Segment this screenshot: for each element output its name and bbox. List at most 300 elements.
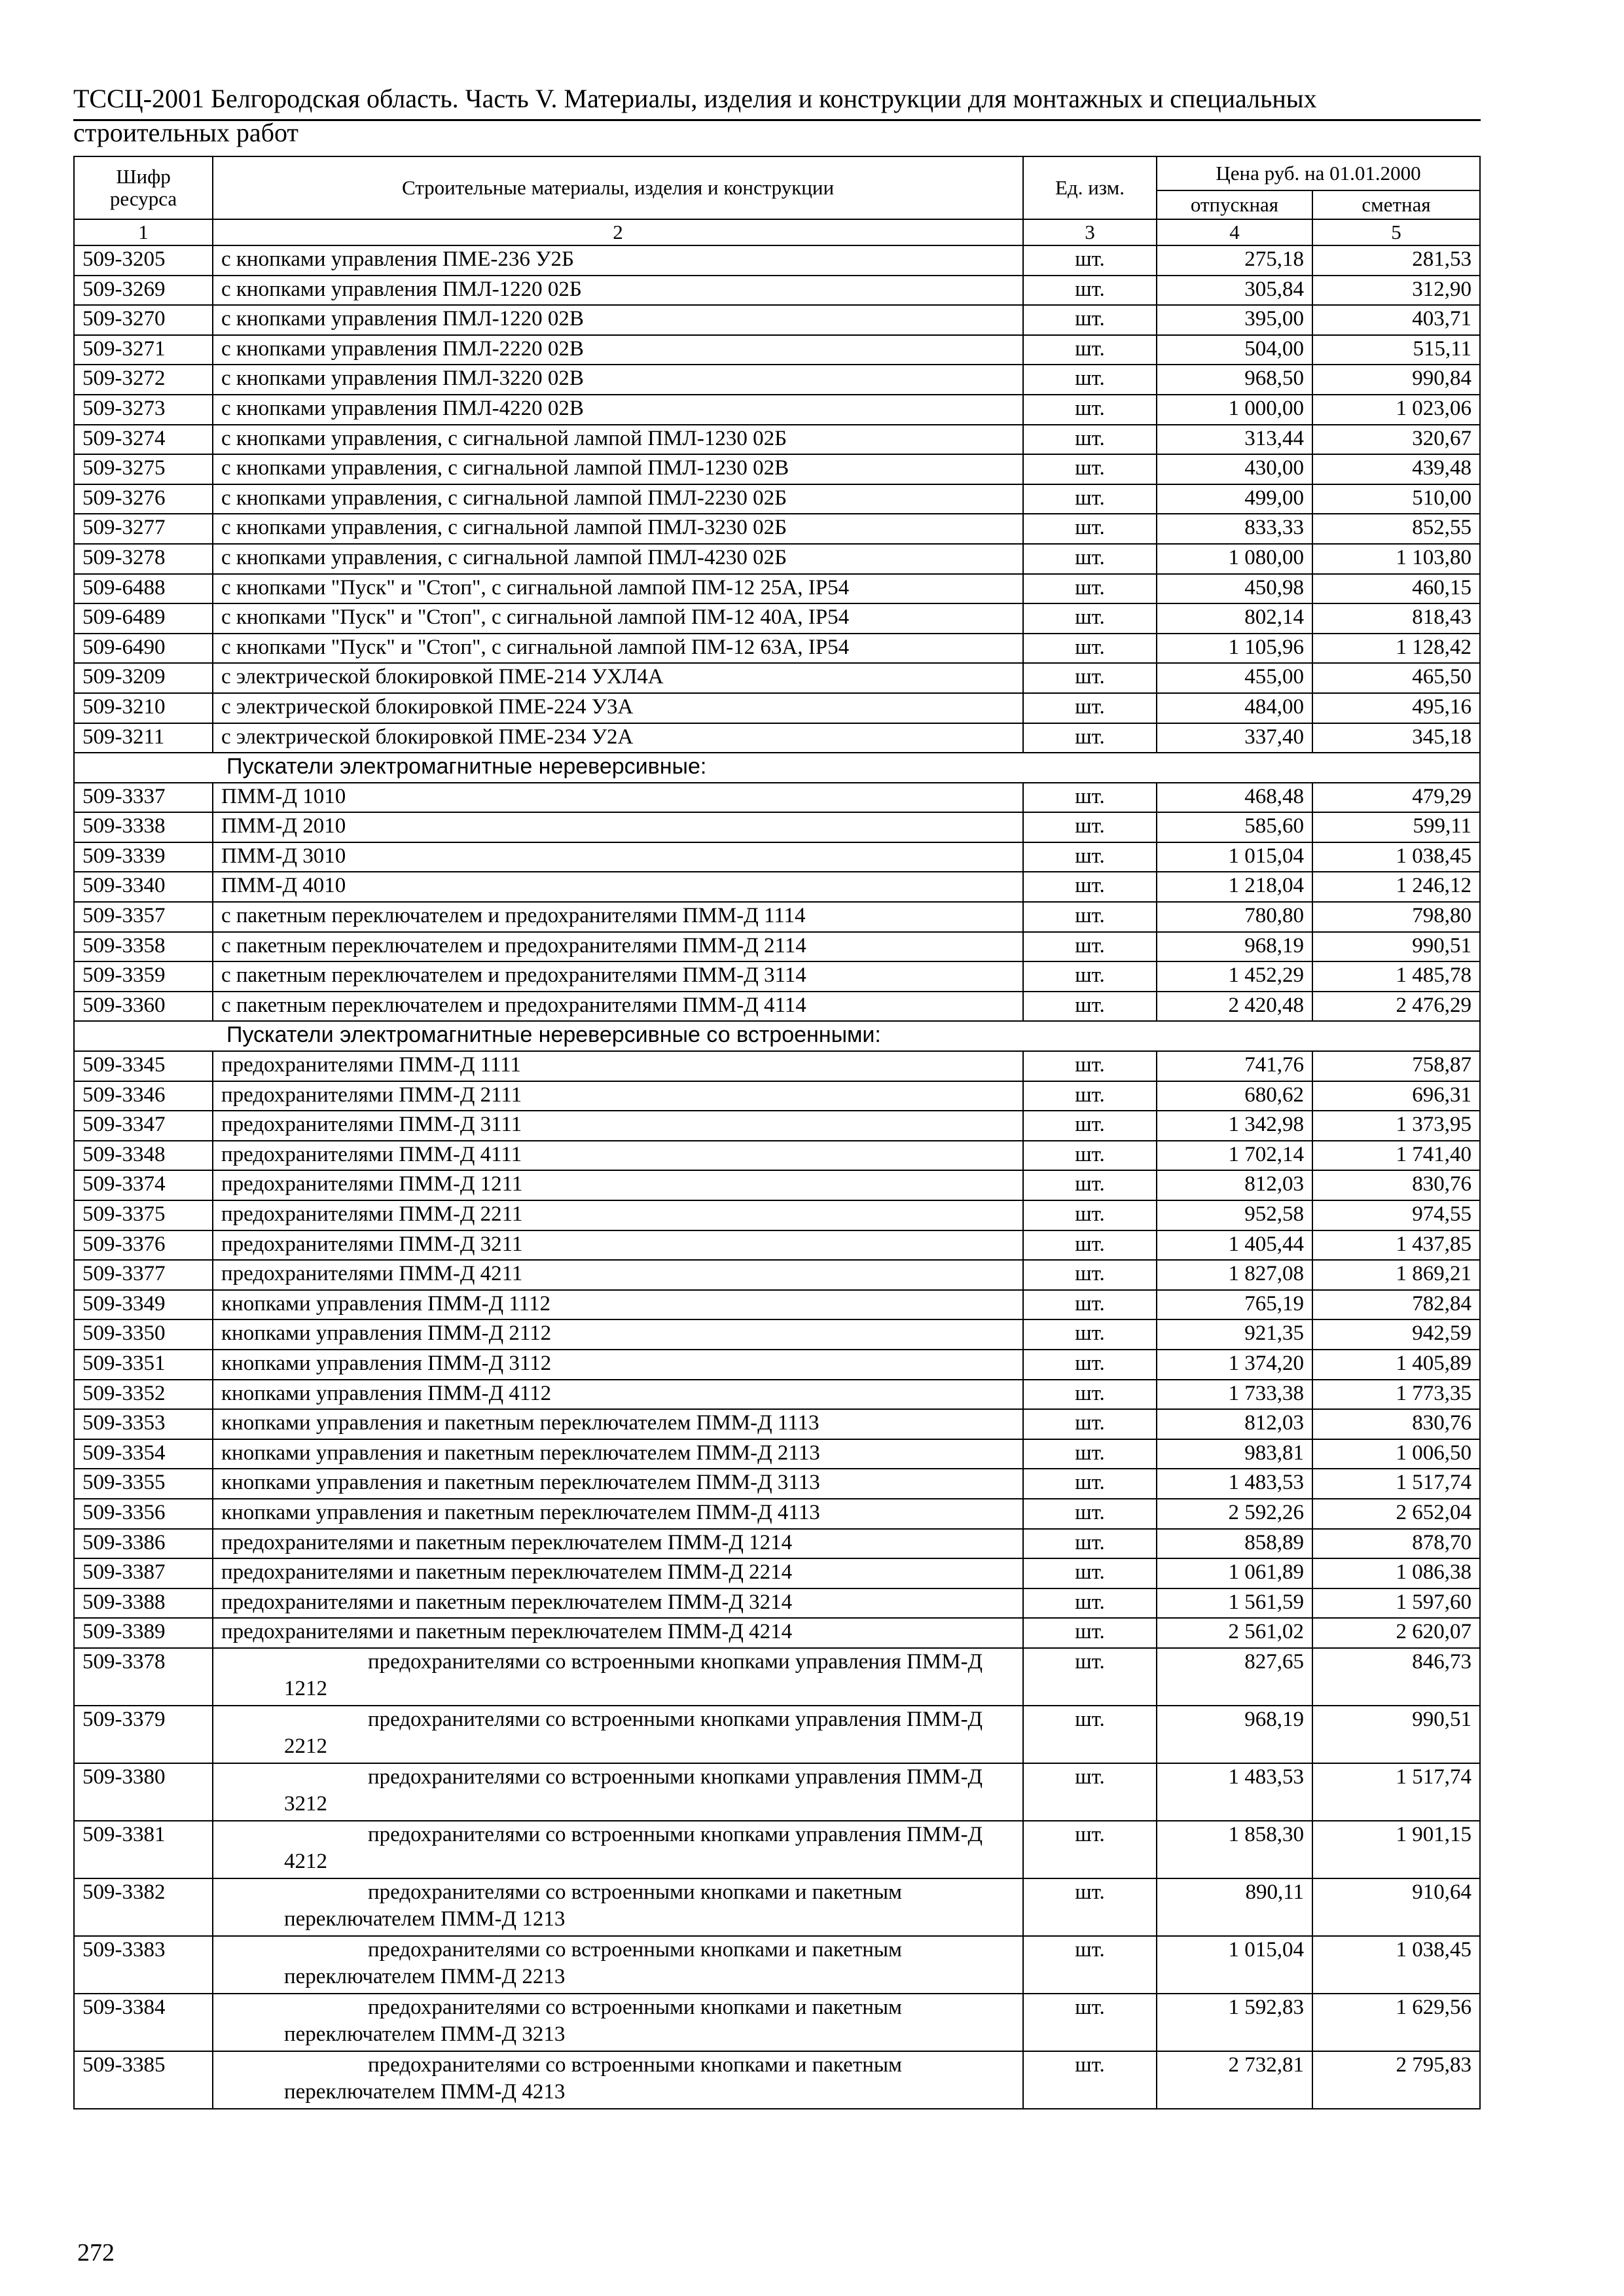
cell-unit: шт. xyxy=(1023,365,1157,395)
cell-price-est: 1 086,38 xyxy=(1312,1558,1480,1588)
col-header-price-est: сметная xyxy=(1312,190,1480,219)
cell-price-sale: 765,19 xyxy=(1157,1290,1312,1320)
table-row xyxy=(74,1648,1480,1706)
cell-unit: шт. xyxy=(1023,1409,1157,1439)
table-row xyxy=(74,1588,1480,1619)
cell-unit: шт. xyxy=(1023,1588,1157,1619)
cell-name xyxy=(213,1821,1023,1878)
cell-price-sale: 1 080,00 xyxy=(1157,544,1312,574)
table-row xyxy=(74,603,1480,634)
cell-price-est: 1 517,74 xyxy=(1312,1763,1480,1821)
cell-unit: шт. xyxy=(1023,1380,1157,1410)
col-header-price-sale: отпускная xyxy=(1157,190,1312,219)
cell-name: кнопками управления и пакетным переключателем ПММ-Д 2113 xyxy=(213,1439,1023,1469)
cell-price-est: 1 517,74 xyxy=(1312,1469,1480,1499)
cell-name: кнопками управления ПММ-Д 3112 xyxy=(213,1350,1023,1380)
cell-price-est: 1 405,89 xyxy=(1312,1350,1480,1380)
cell-price-sale: 780,80 xyxy=(1157,902,1312,932)
cell-price-est: 1 901,15 xyxy=(1312,1821,1480,1878)
cell-unit: шт. xyxy=(1023,634,1157,664)
cell-name: с кнопками управления ПМЛ-2220 02В xyxy=(213,335,1023,365)
cell-unit: шт. xyxy=(1023,603,1157,634)
cell-code: 509-3355 xyxy=(74,1469,213,1499)
cell-name xyxy=(213,1936,1023,1994)
cell-price-sale: 2 561,02 xyxy=(1157,1618,1312,1648)
cell-name: с кнопками управления, с сигнальной лампой ПМЛ-1230 02В xyxy=(213,454,1023,484)
cell-unit: шт. xyxy=(1023,1878,1157,1936)
cell-price-sale: 1 374,20 xyxy=(1157,1350,1312,1380)
cell-unit: шт. xyxy=(1023,693,1157,723)
cell-name: с кнопками "Пуск" и "Стоп", с сигнальной лампой ПМ-12 63А, IP54 xyxy=(213,634,1023,664)
table-row xyxy=(74,335,1480,365)
cell-price-est: 2 652,04 xyxy=(1312,1499,1480,1529)
cell-unit: шт. xyxy=(1023,1260,1157,1290)
table-row xyxy=(74,783,1480,813)
table-row xyxy=(74,842,1480,872)
table-row xyxy=(74,484,1480,514)
cell-price-sale: 2 732,81 xyxy=(1157,2051,1312,2109)
cell-price-sale: 504,00 xyxy=(1157,335,1312,365)
table-row xyxy=(74,634,1480,664)
cell-unit: шт. xyxy=(1023,1290,1157,1320)
cell-price-est: 782,84 xyxy=(1312,1290,1480,1320)
cell-price-sale: 1 592,83 xyxy=(1157,1994,1312,2051)
cell-price-sale: 585,60 xyxy=(1157,812,1312,842)
cell-name: с пакетным переключателем и предохранителями ПММ-Д 2114 xyxy=(213,932,1023,962)
cell-code: 509-3273 xyxy=(74,395,213,425)
table-row xyxy=(74,425,1480,455)
cell-code: 509-3360 xyxy=(74,992,213,1022)
cell-price-sale: 680,62 xyxy=(1157,1081,1312,1111)
table-row xyxy=(74,1350,1480,1380)
cell-name-line1: предохранителями со встроенными кнопками и пакетным xyxy=(368,1880,902,1904)
cell-name: ПММ-Д 1010 xyxy=(213,783,1023,813)
cell-name: с пакетным переключателем и предохранителями ПММ-Д 3114 xyxy=(213,961,1023,992)
table-row xyxy=(74,932,1480,962)
cell-code: 509-3387 xyxy=(74,1558,213,1588)
cell-unit: шт. xyxy=(1023,335,1157,365)
cell-name: предохранителями и пакетным переключателем ПММ-Д 2214 xyxy=(213,1558,1023,1588)
table-row xyxy=(74,1469,1480,1499)
cell-code: 509-3348 xyxy=(74,1141,213,1171)
cell-name: с кнопками управления, с сигнальной лампой ПМЛ-3230 02Б xyxy=(213,514,1023,544)
cell-unit: шт. xyxy=(1023,1350,1157,1380)
cell-name: с электрической блокировкой ПМЕ-234 У2А xyxy=(213,723,1023,753)
cell-name xyxy=(213,1994,1023,2051)
cell-unit: шт. xyxy=(1023,544,1157,574)
table-row xyxy=(74,454,1480,484)
table-row xyxy=(74,723,1480,753)
cell-unit: шт. xyxy=(1023,1558,1157,1588)
cell-price-sale: 802,14 xyxy=(1157,603,1312,634)
cell-name xyxy=(213,1648,1023,1706)
cell-code: 509-3357 xyxy=(74,902,213,932)
cell-price-sale: 1 858,30 xyxy=(1157,1821,1312,1878)
cell-price-est: 910,64 xyxy=(1312,1878,1480,1936)
cell-price-est: 990,51 xyxy=(1312,1706,1480,1763)
cell-price-sale: 952,58 xyxy=(1157,1200,1312,1230)
table-row xyxy=(74,1260,1480,1290)
cell-unit: шт. xyxy=(1023,1170,1157,1200)
section-heading: Пускатели электромагнитные нереверсивные со встроенными: xyxy=(74,1021,1480,1051)
cell-name: предохранителями и пакетным переключателем ПММ-Д 1214 xyxy=(213,1529,1023,1559)
table-row xyxy=(74,1170,1480,1200)
cell-code: 509-3338 xyxy=(74,812,213,842)
cell-code: 509-3352 xyxy=(74,1380,213,1410)
cell-unit: шт. xyxy=(1023,872,1157,902)
header-title-line1: ТССЦ-2001 Белгородская область. Часть V. Материалы, изделия и конструкции для монтажных и специальных xyxy=(73,84,1317,113)
cell-name: с кнопками управления ПМЛ-1220 02Б xyxy=(213,276,1023,306)
cell-name: с кнопками управления ПМЕ-236 У2Б xyxy=(213,245,1023,276)
table-row xyxy=(74,1290,1480,1320)
cell-code: 509-3378 xyxy=(74,1648,213,1706)
col-number-5: 5 xyxy=(1312,219,1480,245)
cell-code: 509-3385 xyxy=(74,2051,213,2109)
cell-unit: шт. xyxy=(1023,395,1157,425)
cell-price-sale: 2 420,48 xyxy=(1157,992,1312,1022)
page-header xyxy=(73,84,1481,147)
table-row xyxy=(74,1821,1480,1878)
table-row xyxy=(74,574,1480,604)
cell-price-sale: 921,35 xyxy=(1157,1319,1312,1350)
cell-price-est: 320,67 xyxy=(1312,425,1480,455)
cell-price-est: 1 246,12 xyxy=(1312,872,1480,902)
cell-code: 509-3272 xyxy=(74,365,213,395)
table-row xyxy=(74,395,1480,425)
table-row xyxy=(74,902,1480,932)
cell-unit: шт. xyxy=(1023,1936,1157,1994)
cell-name-line2: 2212 xyxy=(284,1734,327,1758)
cell-price-sale: 1 015,04 xyxy=(1157,842,1312,872)
cell-price-est: 1 869,21 xyxy=(1312,1260,1480,1290)
cell-price-sale: 968,19 xyxy=(1157,1706,1312,1763)
cell-code: 509-3382 xyxy=(74,1878,213,1936)
cell-name: предохранителями ПММ-Д 4211 xyxy=(213,1260,1023,1290)
cell-code: 509-3210 xyxy=(74,693,213,723)
cell-price-sale: 983,81 xyxy=(1157,1439,1312,1469)
table-row xyxy=(74,544,1480,574)
cell-price-est: 696,31 xyxy=(1312,1081,1480,1111)
cell-unit: шт. xyxy=(1023,1529,1157,1559)
cell-price-sale: 1 452,29 xyxy=(1157,961,1312,992)
cell-price-est: 1 437,85 xyxy=(1312,1230,1480,1261)
cell-name-line2: переключателем ПММ-Д 2213 xyxy=(284,1964,566,1988)
cell-name: с кнопками управления ПМЛ-3220 02В xyxy=(213,365,1023,395)
cell-unit: шт. xyxy=(1023,1200,1157,1230)
cell-name: предохранителями и пакетным переключателем ПММ-Д 3214 xyxy=(213,1588,1023,1619)
cell-name: кнопками управления и пакетным переключателем ПММ-Д 1113 xyxy=(213,1409,1023,1439)
cell-name-line1: предохранителями со встроенными кнопками и пакетным xyxy=(368,2053,902,2077)
price-table xyxy=(73,156,1481,2109)
cell-name: предохранителями ПММ-Д 3111 xyxy=(213,1111,1023,1141)
table-row xyxy=(74,961,1480,992)
cell-code: 509-3388 xyxy=(74,1588,213,1619)
table-row xyxy=(74,1878,1480,1936)
cell-code: 509-3349 xyxy=(74,1290,213,1320)
cell-code: 509-3211 xyxy=(74,723,213,753)
cell-name-line2: 4212 xyxy=(284,1849,327,1873)
table-row xyxy=(74,1618,1480,1648)
cell-name: предохранителями ПММ-Д 2211 xyxy=(213,1200,1023,1230)
col-number-3: 3 xyxy=(1023,219,1157,245)
cell-price-est: 852,55 xyxy=(1312,514,1480,544)
cell-price-sale: 1 405,44 xyxy=(1157,1230,1312,1261)
cell-code: 509-3356 xyxy=(74,1499,213,1529)
cell-price-est: 460,15 xyxy=(1312,574,1480,604)
cell-price-sale: 741,76 xyxy=(1157,1051,1312,1081)
cell-price-sale: 1 733,38 xyxy=(1157,1380,1312,1410)
cell-unit: шт. xyxy=(1023,663,1157,693)
cell-unit: шт. xyxy=(1023,1821,1157,1878)
cell-price-est: 1 597,60 xyxy=(1312,1588,1480,1619)
cell-price-est: 2 795,83 xyxy=(1312,2051,1480,2109)
table-header xyxy=(74,156,1480,245)
cell-code: 509-3351 xyxy=(74,1350,213,1380)
table-body xyxy=(74,245,1480,2109)
cell-price-sale: 430,00 xyxy=(1157,454,1312,484)
cell-code: 509-3376 xyxy=(74,1230,213,1261)
cell-name-line2: переключателем ПММ-Д 1213 xyxy=(284,1907,566,1931)
cell-code: 509-3358 xyxy=(74,932,213,962)
table-row xyxy=(74,1706,1480,1763)
cell-price-est: 830,76 xyxy=(1312,1170,1480,1200)
cell-code: 509-3274 xyxy=(74,425,213,455)
cell-price-sale: 2 592,26 xyxy=(1157,1499,1312,1529)
cell-unit: шт. xyxy=(1023,783,1157,813)
cell-price-sale: 275,18 xyxy=(1157,245,1312,276)
cell-price-sale: 890,11 xyxy=(1157,1878,1312,1936)
cell-code: 509-3346 xyxy=(74,1081,213,1111)
cell-name: с кнопками "Пуск" и "Стоп", с сигнальной лампой ПМ-12 25А, IP54 xyxy=(213,574,1023,604)
cell-unit: шт. xyxy=(1023,1706,1157,1763)
col-header-name: Строительные материалы, изделия и конструкции xyxy=(213,156,1023,219)
cell-price-sale: 468,48 xyxy=(1157,783,1312,813)
cell-code: 509-6490 xyxy=(74,634,213,664)
cell-name xyxy=(213,2051,1023,2109)
cell-code: 509-3359 xyxy=(74,961,213,992)
cell-code: 509-3375 xyxy=(74,1200,213,1230)
col-number-4: 4 xyxy=(1157,219,1312,245)
table-row xyxy=(74,1081,1480,1111)
cell-unit: шт. xyxy=(1023,276,1157,306)
section-heading-row xyxy=(74,753,1480,783)
cell-name-line1: предохранителями со встроенными кнопками управления ПММ-Д xyxy=(368,1765,983,1789)
cell-name: предохранителями ПММ-Д 4111 xyxy=(213,1141,1023,1171)
cell-unit: шт. xyxy=(1023,1439,1157,1469)
cell-unit: шт. xyxy=(1023,1319,1157,1350)
cell-price-sale: 1 483,53 xyxy=(1157,1763,1312,1821)
cell-price-est: 1 023,06 xyxy=(1312,395,1480,425)
cell-code: 509-3337 xyxy=(74,783,213,813)
cell-unit: шт. xyxy=(1023,1648,1157,1706)
cell-code: 509-3383 xyxy=(74,1936,213,1994)
table-row xyxy=(74,812,1480,842)
cell-price-est: 403,71 xyxy=(1312,305,1480,335)
cell-name-line1: предохранителями со встроенными кнопками управления ПММ-Д xyxy=(368,1707,983,1731)
table-row xyxy=(74,1230,1480,1261)
cell-code: 509-3374 xyxy=(74,1170,213,1200)
cell-code: 509-3350 xyxy=(74,1319,213,1350)
cell-price-est: 312,90 xyxy=(1312,276,1480,306)
cell-unit: шт. xyxy=(1023,1141,1157,1171)
cell-price-sale: 1 702,14 xyxy=(1157,1141,1312,1171)
cell-code: 509-3340 xyxy=(74,872,213,902)
cell-name: с кнопками управления, с сигнальной лампой ПМЛ-1230 02Б xyxy=(213,425,1023,455)
cell-price-est: 878,70 xyxy=(1312,1529,1480,1559)
cell-name: с кнопками управления, с сигнальной лампой ПМЛ-4230 02Б xyxy=(213,544,1023,574)
cell-price-est: 990,51 xyxy=(1312,932,1480,962)
cell-unit: шт. xyxy=(1023,1618,1157,1648)
cell-price-est: 2 476,29 xyxy=(1312,992,1480,1022)
cell-price-est: 345,18 xyxy=(1312,723,1480,753)
cell-price-sale: 858,89 xyxy=(1157,1529,1312,1559)
cell-price-sale: 1 000,00 xyxy=(1157,395,1312,425)
cell-name-line2: переключателем ПММ-Д 3213 xyxy=(284,2022,566,2046)
cell-price-sale: 313,44 xyxy=(1157,425,1312,455)
cell-name: ПММ-Д 4010 xyxy=(213,872,1023,902)
cell-code: 509-3209 xyxy=(74,663,213,693)
cell-name: с пакетным переключателем и предохранителями ПММ-Д 4114 xyxy=(213,992,1023,1022)
cell-name: кнопками управления ПММ-Д 2112 xyxy=(213,1319,1023,1350)
cell-name: кнопками управления ПММ-Д 4112 xyxy=(213,1380,1023,1410)
cell-unit: шт. xyxy=(1023,723,1157,753)
table-row xyxy=(74,1200,1480,1230)
cell-price-est: 1 038,45 xyxy=(1312,842,1480,872)
table-row xyxy=(74,514,1480,544)
cell-price-est: 479,29 xyxy=(1312,783,1480,813)
cell-price-sale: 968,50 xyxy=(1157,365,1312,395)
cell-price-est: 818,43 xyxy=(1312,603,1480,634)
table-row xyxy=(74,1380,1480,1410)
table-row xyxy=(74,1141,1480,1171)
cell-price-sale: 1 483,53 xyxy=(1157,1469,1312,1499)
cell-price-est: 798,80 xyxy=(1312,902,1480,932)
cell-name xyxy=(213,1763,1023,1821)
cell-price-est: 974,55 xyxy=(1312,1200,1480,1230)
cell-name: ПММ-Д 2010 xyxy=(213,812,1023,842)
cell-name: предохранителями ПММ-Д 1111 xyxy=(213,1051,1023,1081)
cell-price-sale: 1 061,89 xyxy=(1157,1558,1312,1588)
cell-code: 509-3384 xyxy=(74,1994,213,2051)
cell-price-est: 1 103,80 xyxy=(1312,544,1480,574)
cell-price-sale: 968,19 xyxy=(1157,932,1312,962)
cell-price-sale: 1 105,96 xyxy=(1157,634,1312,664)
cell-code: 509-3389 xyxy=(74,1618,213,1648)
table-row xyxy=(74,1763,1480,1821)
cell-price-sale: 812,03 xyxy=(1157,1170,1312,1200)
cell-unit: шт. xyxy=(1023,992,1157,1022)
cell-price-est: 830,76 xyxy=(1312,1409,1480,1439)
cell-price-sale: 455,00 xyxy=(1157,663,1312,693)
cell-unit: шт. xyxy=(1023,245,1157,276)
table-row xyxy=(74,872,1480,902)
cell-unit: шт. xyxy=(1023,454,1157,484)
cell-name: кнопками управления ПММ-Д 1112 xyxy=(213,1290,1023,1320)
table-row xyxy=(74,2051,1480,2109)
col-header-code: Шифр ресурса xyxy=(74,156,213,219)
cell-name: предохранителями ПММ-Д 1211 xyxy=(213,1170,1023,1200)
cell-code: 509-6488 xyxy=(74,574,213,604)
cell-price-est: 465,50 xyxy=(1312,663,1480,693)
header-title-line2: строительных работ xyxy=(73,118,298,147)
cell-price-est: 515,11 xyxy=(1312,335,1480,365)
cell-price-sale: 337,40 xyxy=(1157,723,1312,753)
cell-code: 509-3271 xyxy=(74,335,213,365)
cell-name: с электрической блокировкой ПМЕ-224 У3А xyxy=(213,693,1023,723)
table-row xyxy=(74,245,1480,276)
cell-code: 509-3379 xyxy=(74,1706,213,1763)
cell-code: 509-3345 xyxy=(74,1051,213,1081)
cell-name: с кнопками управления, с сигнальной лампой ПМЛ-2230 02Б xyxy=(213,484,1023,514)
col-header-unit: Ед. изм. xyxy=(1023,156,1157,219)
cell-price-est: 1 373,95 xyxy=(1312,1111,1480,1141)
cell-price-est: 510,00 xyxy=(1312,484,1480,514)
cell-name: с кнопками "Пуск" и "Стоп", с сигнальной лампой ПМ-12 40А, IP54 xyxy=(213,603,1023,634)
cell-name: с кнопками управления ПМЛ-4220 02В xyxy=(213,395,1023,425)
cell-unit: шт. xyxy=(1023,1230,1157,1261)
cell-unit: шт. xyxy=(1023,1081,1157,1111)
cell-price-est: 495,16 xyxy=(1312,693,1480,723)
table-row xyxy=(74,365,1480,395)
cell-price-est: 1 038,45 xyxy=(1312,1936,1480,1994)
table-row xyxy=(74,1051,1480,1081)
cell-name: кнопками управления и пакетным переключателем ПММ-Д 4113 xyxy=(213,1499,1023,1529)
cell-name-line1: предохранителями со встроенными кнопками и пакетным xyxy=(368,1995,902,2019)
cell-unit: шт. xyxy=(1023,514,1157,544)
cell-unit: шт. xyxy=(1023,574,1157,604)
cell-unit: шт. xyxy=(1023,1994,1157,2051)
table-row xyxy=(74,1409,1480,1439)
col-number-1: 1 xyxy=(74,219,213,245)
cell-price-sale: 450,98 xyxy=(1157,574,1312,604)
cell-name xyxy=(213,1706,1023,1763)
cell-code: 509-3276 xyxy=(74,484,213,514)
cell-price-est: 2 620,07 xyxy=(1312,1618,1480,1648)
cell-price-sale: 1 342,98 xyxy=(1157,1111,1312,1141)
cell-unit: шт. xyxy=(1023,484,1157,514)
cell-name: кнопками управления и пакетным переключателем ПММ-Д 3113 xyxy=(213,1469,1023,1499)
cell-unit: шт. xyxy=(1023,1499,1157,1529)
cell-unit: шт. xyxy=(1023,961,1157,992)
section-heading: Пускатели электромагнитные нереверсивные: xyxy=(74,753,1480,783)
cell-code: 509-6489 xyxy=(74,603,213,634)
cell-price-est: 990,84 xyxy=(1312,365,1480,395)
table-row xyxy=(74,276,1480,306)
cell-code: 509-3353 xyxy=(74,1409,213,1439)
cell-price-sale: 1 015,04 xyxy=(1157,1936,1312,1994)
cell-name: с кнопками управления ПМЛ-1220 02В xyxy=(213,305,1023,335)
cell-unit: шт. xyxy=(1023,902,1157,932)
cell-unit: шт. xyxy=(1023,842,1157,872)
cell-name-line2: 3212 xyxy=(284,1791,327,1816)
table-row xyxy=(74,992,1480,1022)
cell-code: 509-3277 xyxy=(74,514,213,544)
cell-price-sale: 1 827,08 xyxy=(1157,1260,1312,1290)
cell-unit: шт. xyxy=(1023,305,1157,335)
cell-code: 509-3377 xyxy=(74,1260,213,1290)
cell-price-est: 599,11 xyxy=(1312,812,1480,842)
cell-price-sale: 305,84 xyxy=(1157,276,1312,306)
table-row xyxy=(74,1558,1480,1588)
cell-unit: шт. xyxy=(1023,1111,1157,1141)
table-row xyxy=(74,1529,1480,1559)
cell-name-line1: предохранителями со встроенными кнопками и пакетным xyxy=(368,1937,902,1962)
cell-price-sale: 484,00 xyxy=(1157,693,1312,723)
cell-name-line1: предохранителями со встроенными кнопками управления ПММ-Д xyxy=(368,1649,983,1674)
cell-code: 509-3339 xyxy=(74,842,213,872)
table-row xyxy=(74,1319,1480,1350)
cell-unit: шт. xyxy=(1023,1051,1157,1081)
